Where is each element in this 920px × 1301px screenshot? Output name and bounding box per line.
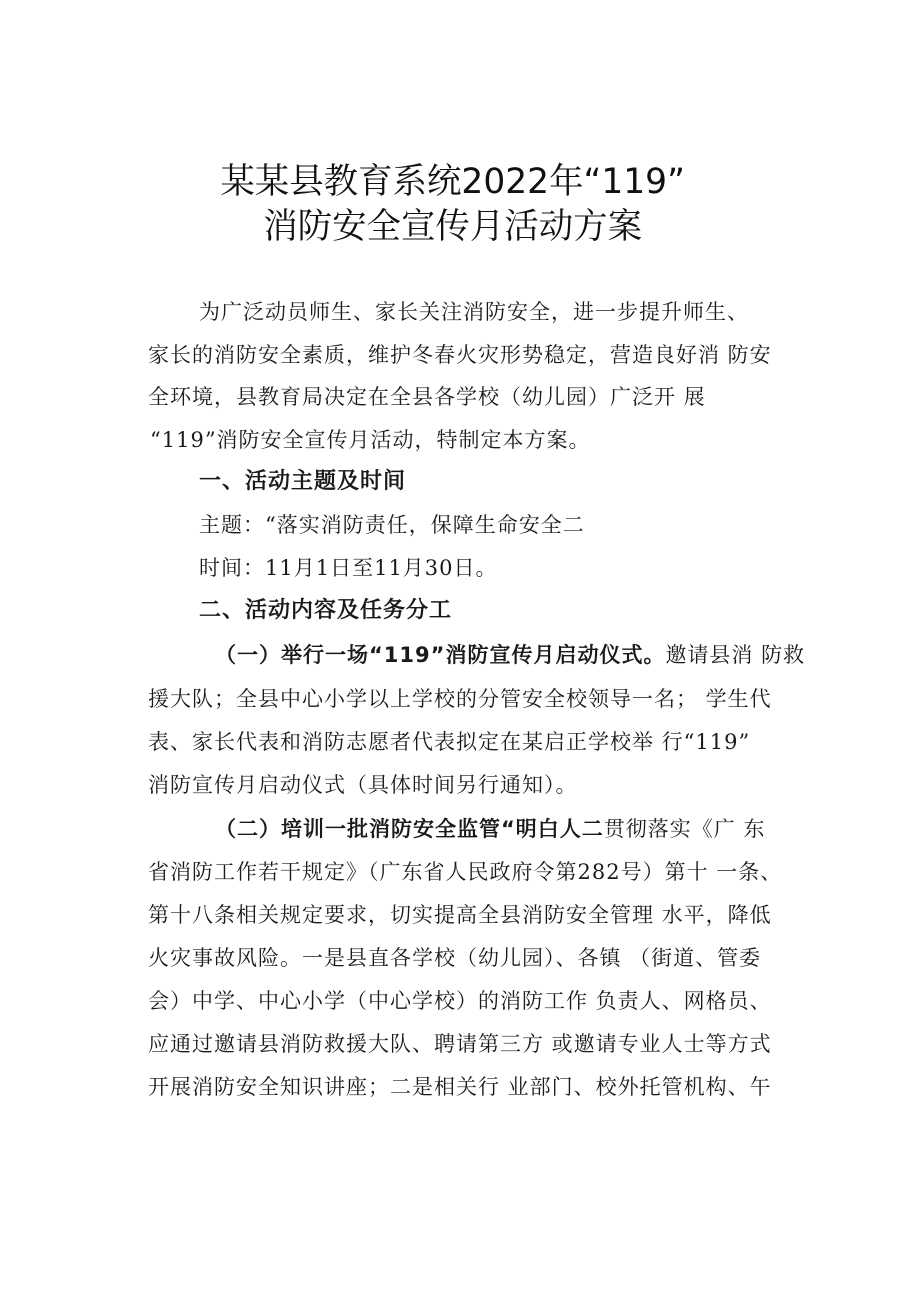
intro-line-2: 家长的消防安全素质，维护冬春火灾形势稳定，营造良好消 防安 bbox=[148, 343, 772, 367]
item-2-line-2: 省消防工作若干规定》（广东省人民政府令第282号）第十 一条、 bbox=[148, 860, 783, 884]
item-2-line-6: 应通过邀请县消防救援大队、聘请第三方 或邀请专业人士等方式 bbox=[148, 1032, 772, 1056]
section-heading-2: 二、活动内容及任务分工 bbox=[199, 598, 453, 623]
intro-line-1: 为广泛动员师生、家长关注消防安全，进一步提升师生、 bbox=[199, 300, 749, 324]
item-1-lead: （一）举行一场“119”消防宣传月启动仪式。 bbox=[215, 643, 666, 667]
item-2-line-3: 第十八条相关规定要求，切实提高全县消防安全管理 水平，降低 bbox=[148, 903, 772, 927]
section-heading-1: 一、活动主题及时间 bbox=[199, 469, 407, 494]
item-1-first-line bbox=[215, 640, 805, 670]
item-1-line-3: 表、家长代表和消防志愿者代表拟定在某启正学校举 行“119” bbox=[148, 730, 751, 754]
item-2-first-line bbox=[215, 814, 766, 844]
intro-line-4: “119”消防安全宣传月活动，特制定本方案。 bbox=[150, 428, 591, 452]
item-2-lead: （二）培训一批消防安全监管“明白人二 bbox=[215, 817, 604, 841]
theme-line: 主题：“落实消防责任，保障生命安全二 bbox=[199, 513, 585, 537]
document-title-line-1: 某某县教育系统2022年“119” bbox=[220, 162, 685, 202]
item-1-line-4: 消防宣传月启动仪式（具体时间另行通知）。 bbox=[148, 773, 578, 797]
item-2-rest: 贯彻落实《广 东 bbox=[603, 817, 766, 841]
item-1-rest: 邀请县消 防救 bbox=[665, 643, 806, 667]
item-1-line-2: 援大队；全县中心小学以上学校的分管安全校领导一名； 学生代 bbox=[148, 687, 772, 711]
time-line: 时间：11月1日至11月30日。 bbox=[199, 556, 498, 580]
item-2-line-5: 会）中学、中心小学（中心学校）的消防工作 负责人、网格员、 bbox=[148, 989, 772, 1013]
document-title-line-2: 消防安全宣传月活动方案 bbox=[263, 207, 643, 247]
item-2-line-7: 开展消防安全知识讲座；二是相关行 业部门、校外托管机构、午 bbox=[148, 1075, 772, 1099]
item-2-line-4: 火灾事故风险。一是县直各学校（幼儿园）、各镇 （街道、管委 bbox=[148, 946, 762, 970]
intro-line-3: 全环境，县教育局决定在全县各学校（幼儿园）广泛开 展 bbox=[148, 385, 706, 409]
